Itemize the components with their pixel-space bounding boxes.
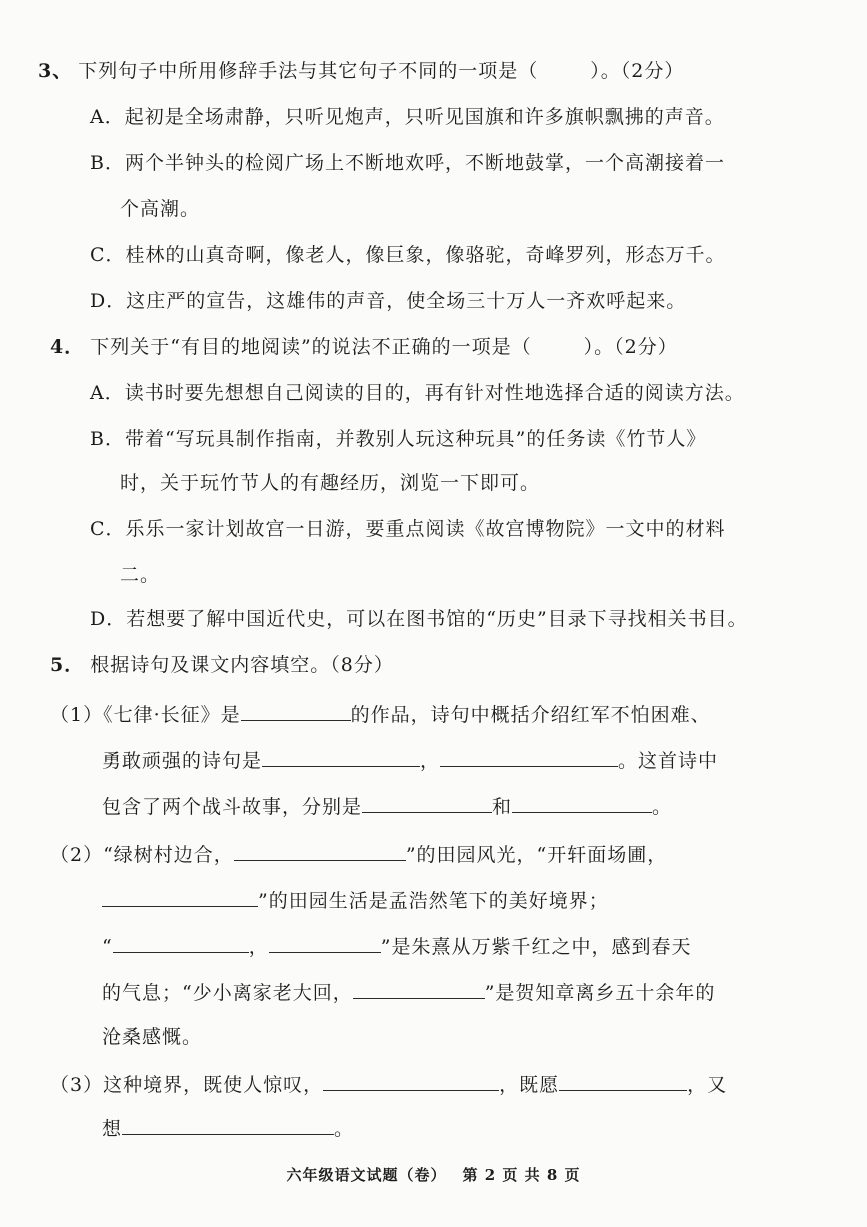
question-3-option-c: C．桂林的山真奇啊，像老人，像巨象，像骆驼，奇峰罗列，形态万千。 — [90, 244, 726, 266]
question-3-option-b: B．两个半钟头的检阅广场上不断地欢呼，不断地鼓掌，一个高潮接着一 — [90, 152, 725, 174]
question-4-option-b-cont: 时，关于玩竹节人的有趣经历，浏览一下即可。 — [120, 472, 541, 494]
q5-part2-line3: “ ， ”是朱熹从万紫千红之中，感到春天 — [102, 932, 691, 960]
question-3-option-a: A．起初是全场肃静，只听见炮声，只听见国旗和许多旗帜飘拂的声音。 — [90, 106, 725, 128]
q5-part2-line4: 的气息；“少小离家老大回， ”是贺知章离乡五十余年的 — [102, 978, 715, 1006]
answer-blank[interactable] — [323, 1070, 499, 1091]
answer-blank[interactable] — [122, 1114, 334, 1135]
question-5-stem: 5． 根据诗句及课文内容填空。（8分） — [50, 654, 394, 676]
question-3-option-d: D．这庄严的宣告，这雄伟的声音，使全场三十万人一齐欢呼起来。 — [90, 290, 687, 312]
answer-blank[interactable] — [102, 886, 258, 907]
q5-part1-line3: 包含了两个战斗故事，分别是 和 。 — [102, 792, 672, 820]
answer-blank[interactable] — [559, 1070, 687, 1091]
q5-part3-line1: （3）这种境界，既使人惊叹， ，既愿 ，又 — [50, 1070, 727, 1098]
question-4-option-b: B．带着“写玩具制作指南，并教别人玩这种玩具”的任务读《竹节人》 — [90, 428, 707, 450]
answer-blank[interactable] — [353, 978, 485, 999]
q5-part1-line2: 勇敢顽强的诗句是 ， 。这首诗中 — [102, 746, 718, 774]
answer-blank[interactable] — [113, 932, 249, 953]
answer-blank[interactable] — [512, 792, 652, 813]
q5-part2-line5: 沧桑感慨。 — [102, 1026, 203, 1048]
answer-blank[interactable] — [241, 700, 351, 721]
q5-part3-line2: 想 。 — [102, 1114, 354, 1142]
question-4-option-d: D．若想要了解中国近代史，可以在图书馆的“历史”目录下寻找相关书目。 — [90, 608, 748, 630]
footer-page-number: 第 2 页 共 8 页 — [462, 1166, 581, 1184]
question-4-stem: 4． 下列关于“有目的地阅读”的说法不正确的一项是（ ）。（2分） — [50, 336, 678, 358]
question-4-option-c: C．乐乐一家计划故宫一日游，要重点阅读《故宫博物院》一文中的材料 — [90, 518, 726, 540]
answer-blank[interactable] — [234, 840, 406, 861]
q5-part2-line2: ”的田园生活是孟浩然笔下的美好境界； — [102, 886, 609, 914]
question-4-option-c-cont: 二。 — [120, 564, 161, 586]
answer-blank[interactable] — [362, 792, 492, 813]
question-4-option-a: A．读书时要先想想自己阅读的目的，再有针对性地选择合适的阅读方法。 — [90, 382, 745, 404]
page-footer — [0, 1164, 867, 1185]
q5-part1-line1: （1）《七律·长征》是 的作品，诗句中概括介绍红军不怕困难、 — [50, 700, 711, 728]
answer-blank[interactable] — [262, 746, 420, 767]
footer-exam-title: 六年级语文试题（卷） — [286, 1166, 447, 1184]
question-3-option-b-cont: 个高潮。 — [120, 198, 201, 220]
answer-blank[interactable] — [269, 932, 381, 953]
answer-blank[interactable] — [440, 746, 618, 767]
question-3-stem: 3、 下列句子中所用修辞手法与其它句子不同的一项是（ ）。（2分） — [38, 60, 685, 82]
q5-part2-line1: （2）“绿树村边合， ”的田园风光，“开轩面场圃， — [50, 840, 667, 868]
